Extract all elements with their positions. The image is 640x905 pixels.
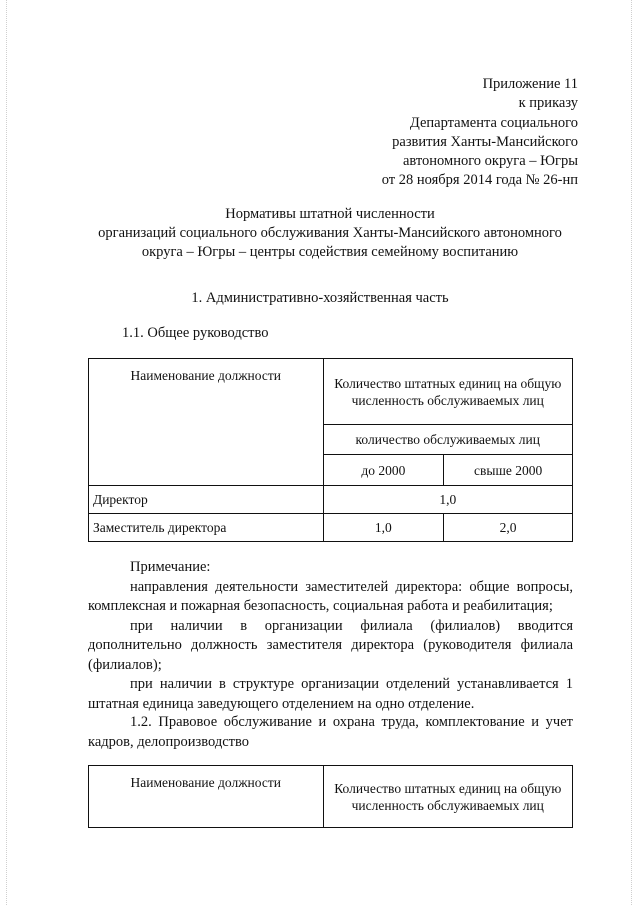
table-subheader-col: свыше 2000 [444, 455, 573, 486]
document-title [70, 205, 590, 262]
table-subheader-served: количество обслуживаемых лиц [323, 425, 573, 455]
table-header-position: Наименование должности [89, 766, 324, 828]
title-line: Нормативы штатной численности [225, 206, 435, 222]
table-header-count: Количество штатных единиц на общую численность обслуживаемых лиц [323, 359, 573, 425]
subsection-heading [88, 713, 573, 752]
subsection-1-2-text: 1.2. Правовое обслуживание и охрана труда, комплектование и учет кадров, делопроизводство [88, 714, 573, 750]
subsection-heading: 1.1. Общее руководство [122, 325, 269, 341]
appendix-line: развития Ханты-Мансийского [392, 133, 578, 150]
note-paragraph: направления деятельности заместителей директора: общие вопросы, комплексная и пожарная безопасность, социальная работа и реабилитация; [88, 578, 573, 614]
note-heading: Примечание: [130, 559, 211, 575]
table-row [89, 486, 573, 514]
title-line: организаций социального обслуживания Ханты-Мансийского автономного [98, 225, 562, 241]
note-paragraph: при наличии в структуре организации отделений устанавливается 1 штатная единица заведующего отделением на одно отделение. [88, 676, 573, 712]
left-scan-edge [6, 0, 9, 905]
table-cell-value: 2,0 [444, 514, 573, 542]
table-cell-position: Директор [89, 486, 324, 514]
right-scan-edge [631, 0, 634, 905]
table-subheader-col: до 2000 [323, 455, 444, 486]
table-row [89, 514, 573, 542]
table-cell-position: Заместитель директора [89, 514, 324, 542]
appendix-line: Департамента социального [409, 114, 578, 131]
title-line: округа – Югры – центры содействия семейному воспитанию [141, 244, 519, 260]
appendix-line: от 28 ноября 2014 года № 26-нп [381, 172, 578, 189]
section-heading: 1. Административно-хозяйственная часть [191, 290, 449, 306]
appendix-header [382, 75, 578, 191]
table-cell-value: 1,0 [323, 514, 444, 542]
table-cell-value: 1,0 [323, 486, 573, 514]
appendix-line: к приказу [518, 95, 578, 112]
appendix-line: автономного округа – Югры [402, 153, 578, 170]
note-paragraph: при наличии в организации филиала (филиалов) вводится дополнительно должность заместителя директора (руководителя филиала (филиалов); [88, 617, 573, 673]
staffing-table-general-management [88, 358, 573, 542]
appendix-line: Приложение 11 [482, 76, 578, 92]
note-block [88, 558, 573, 714]
table-header-count: Количество штатных единиц на общую численность обслуживаемых лиц [323, 766, 573, 828]
staffing-table-legal-services [88, 765, 573, 828]
table-header-position: Наименование должности [89, 359, 324, 486]
